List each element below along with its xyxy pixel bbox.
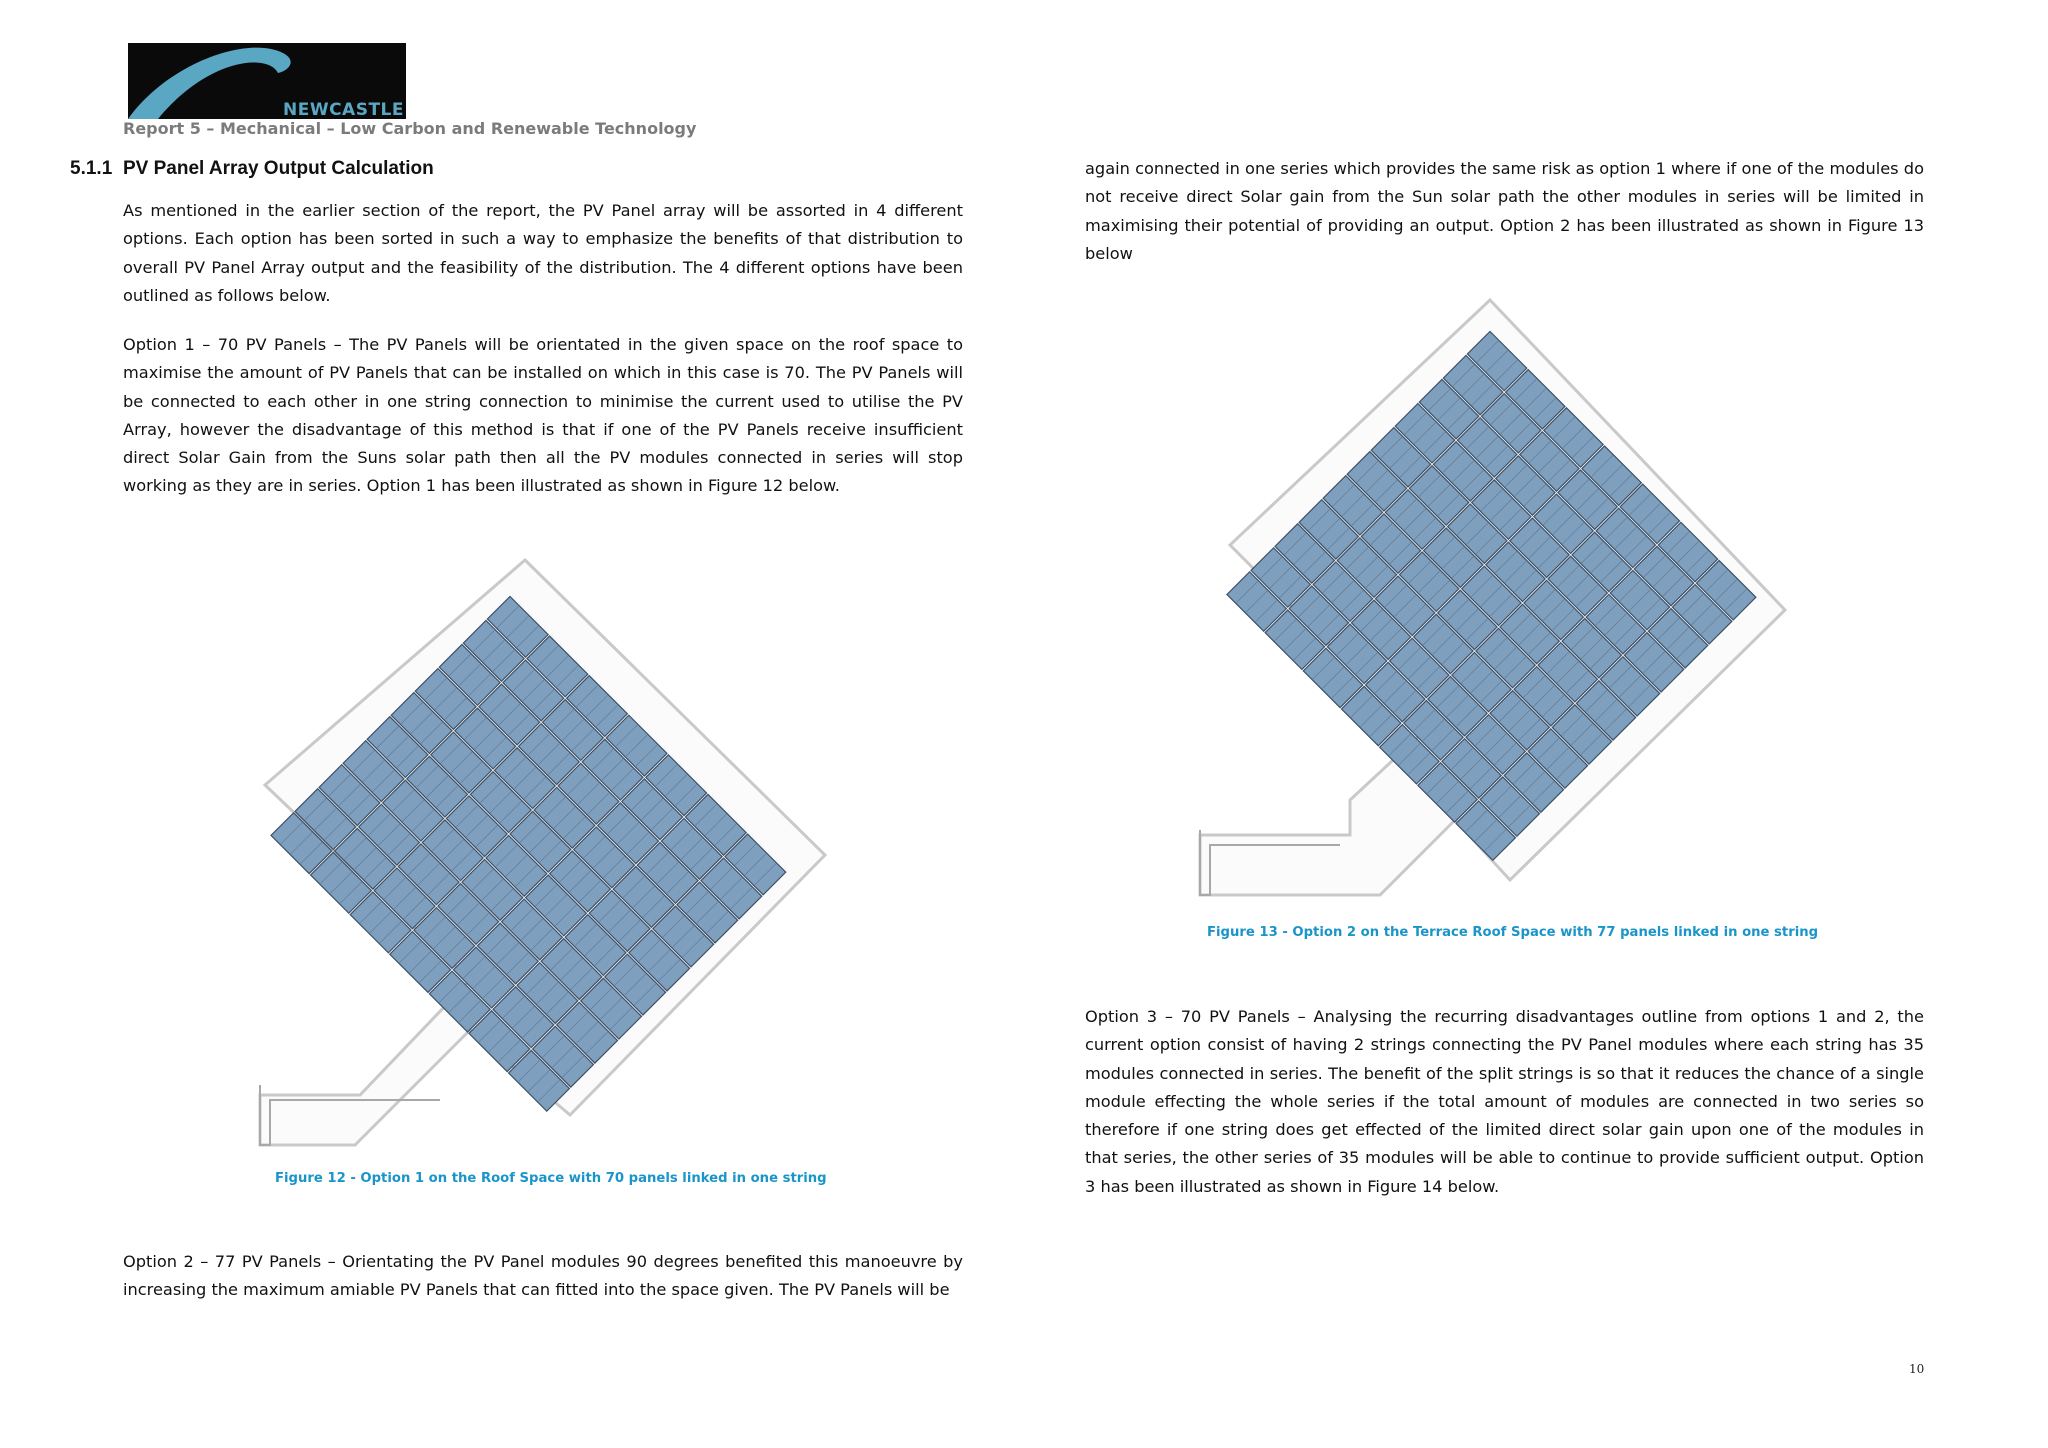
panel-grid [1227,331,1756,860]
figure-13-caption: Figure 13 - Option 2 on the Terrace Roof Space with 77 panels linked in one string [1207,925,1819,940]
option1-paragraph: Option 1 – 70 PV Panels – The PV Panels will be orientated in the given space on the roof space to maximise the amount of PV Panels that can be installed on which in this case is 70. The PV Panels will be connected to each other in one string connection to minimise the current used to utilise the PV Array, however the disadvantage of this method is that if one of the PV Panels receive insufficient direct Solar Gain from the Suns solar path then all the PV modules connected in series will stop working as they are in series. Option 1 has been illustrated as shown in Figure 12 below. [123,335,963,496]
figure-12-pv-array [240,555,840,1155]
figure-12-caption: Figure 12 - Option 1 on the Roof Space with 70 panels linked in one string [275,1171,827,1186]
section-heading [70,158,434,180]
section-title: PV Panel Array Output Calculation [123,158,434,179]
report-header: Report 5 – Mechanical – Low Carbon and Renewable Technology [123,119,697,138]
figure-13-pv-array [1180,290,1800,910]
option2-paragraph-continued: again connected in one series which provides the same risk as option 1 where if one of the modules do not receive direct Solar gain from the Sun solar path the other modules in series will be limited in maximising their potential of providing an output. Option 2 has been illustrated as shown in Figure 13 below [1085,159,1924,263]
logo-text: NEWCASTLE [282,100,404,119]
newcastle-logo [128,43,406,119]
option3-paragraph: Option 3 – 70 PV Panels – Analysing the recurring disadvantages outline from options 1 and 2, the current option consist of having 2 strings connecting the PV Panel modules where each string has 35 modules connected in series. The benefit of the split strings is so that it reduces the chance of a single module effecting the whole series if the total amount of modules are connected in two series so therefore if one string does get effected of the limited direct solar gain upon one of the modules in that series, the other series of 35 modules will be able to continue to provide sufficient output. Option 3 has been illustrated as shown in Figure 14 below. [1085,1007,1924,1196]
page-number: 10 [1909,1362,1925,1376]
section-number: 5.1.1 [70,158,113,179]
intro-paragraph: As mentioned in the earlier section of the report, the PV Panel array will be assorted in 4 different options. Each option has been sorted in such a way to emphasize the benefits of that distribution to overall PV Panel Array output and the feasibility of the distribution. The 4 different options have been outlined as follows below. [123,201,963,305]
option2-paragraph-start: Option 2 – 77 PV Panels – Orientating the PV Panel modules 90 degrees benefited this manoeuvre by increasing the maximum amiable PV Panels that can fitted into the space given. The PV Panels will be [123,1252,963,1300]
